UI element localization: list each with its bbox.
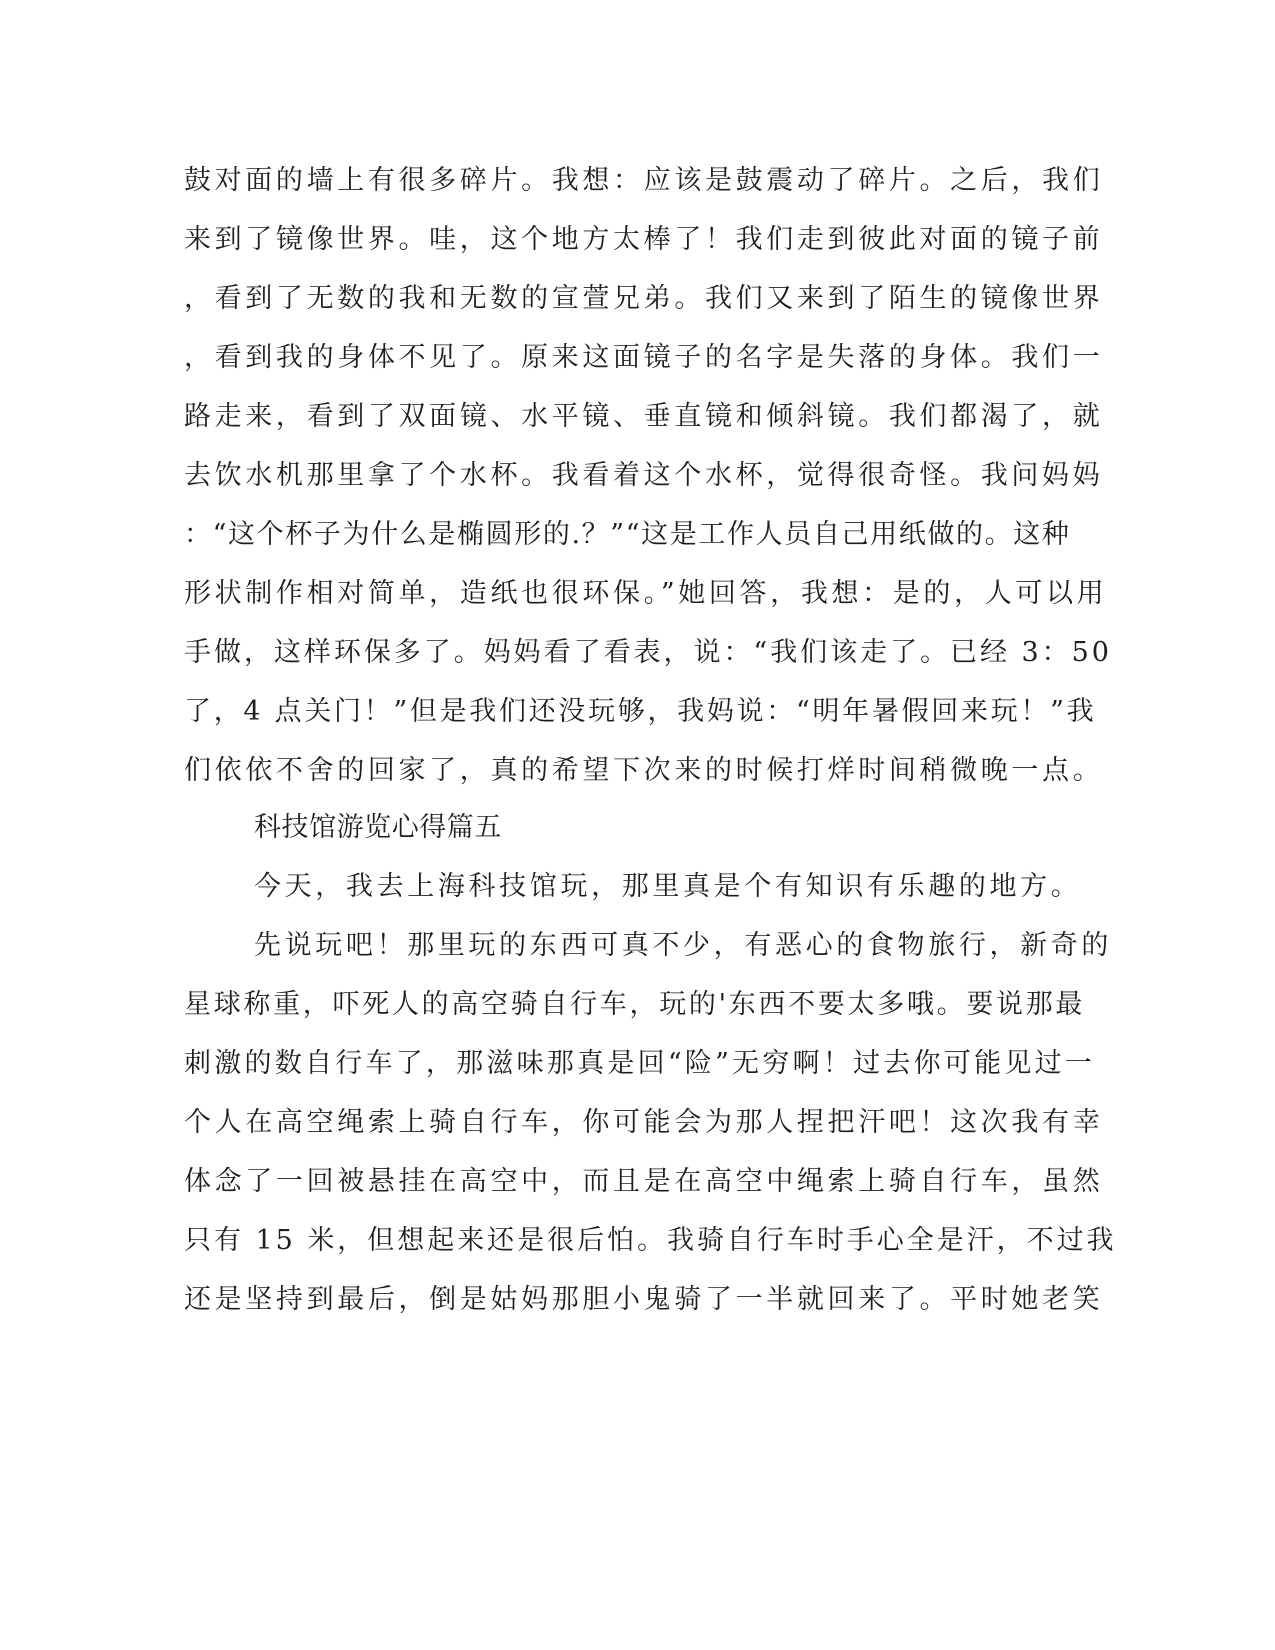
body-line: 刺激的数自行车了，那滋味那真是回“险”无穷啊！过去你可能见过一 (184, 1048, 1096, 1079)
body-line: 了，4 点关门！”但是我们还没玩够，我妈说：“明年暑假回来玩！”我 (184, 696, 1097, 727)
body-line: ：“这个杯子为什么是椭圆形的.？”“这是工作人员自己用纸做的。这种 (184, 519, 1071, 550)
body-line: 星球称重，吓死人的高空骑自行车，玩的'东西不要太多哦。要说那最 (184, 989, 1086, 1020)
body-line: 个人在高空绳索上骑自行车，你可能会为那人捏把汗吧！这次我有幸 (184, 1107, 1104, 1138)
body-line: ，看到我的身体不见了。原来这面镜子的名字是失落的身体。我们一 (184, 342, 1104, 373)
body-line: 鼓对面的墙上有很多碎片。我想：应该是鼓震动了碎片。之后，我们 (184, 165, 1104, 196)
body-line: ，看到了无数的我和无数的宣萱兄弟。我们又来到了陌生的镜像世界 (184, 283, 1104, 314)
body-line: 们依依不舍的回家了，真的希望下次来的时候打烊时间稍微晚一点。 (184, 755, 1104, 786)
body-line: 形状制作相对简单，造纸也很环保。”她回答，我想：是的，人可以用 (184, 578, 1108, 609)
body-line: 手做，这样环保多了。妈妈看了看表，说：“我们该走了。已经 3：50 (184, 637, 1112, 668)
section-title: 科技馆游览心得篇五 (254, 812, 502, 843)
body-line: 还是坚持到最后，倒是姑妈那胆小鬼骑了一半就回来了。平时她老笑 (184, 1284, 1104, 1315)
intro-line: 今天，我去上海科技馆玩，那里真是个有知识有乐趣的地方。 (254, 871, 1082, 902)
body-line: 只有 15 米，但想起来还是很后怕。我骑自行车时手心全是汗，不过我 (184, 1225, 1117, 1256)
body-line: 去饮水机那里拿了个水杯。我看着这个水杯，觉得很奇怪。我问妈妈 (184, 460, 1104, 491)
body-line: 来到了镜像世界。哇，这个地方太棒了！我们走到彼此对面的镜子前 (184, 224, 1104, 255)
body-line: 先说玩吧！那里玩的东西可真不少，有恶心的食物旅行，新奇的 (254, 930, 1113, 961)
body-line: 体念了一回被悬挂在高空中，而且是在高空中绳索上骑自行车，虽然 (184, 1166, 1104, 1197)
body-line: 路走来，看到了双面镜、水平镜、垂直镜和倾斜镜。我们都渴了，就 (184, 401, 1104, 432)
